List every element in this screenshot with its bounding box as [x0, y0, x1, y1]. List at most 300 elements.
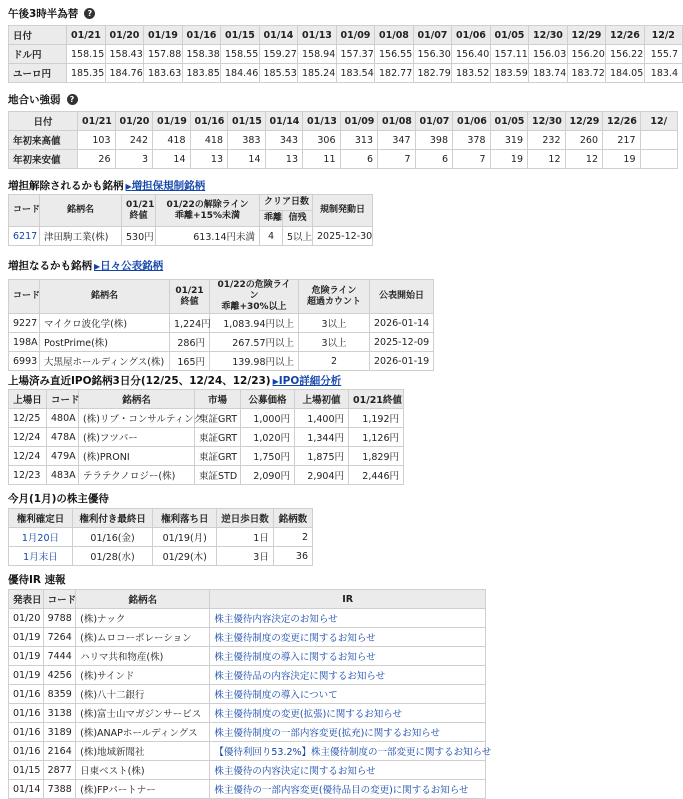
ipo-col-header: 公募価格 — [241, 390, 295, 409]
ipo-cell: 483A — [47, 466, 79, 485]
ir-cell: 01/19 — [9, 666, 44, 685]
ipo-col-header: 上場日 — [9, 390, 47, 409]
table-row — [9, 447, 404, 466]
ir-link[interactable]: 株主優待制度の変更(拡張)に関するお知らせ — [214, 709, 402, 720]
ir-cell[interactable] — [210, 723, 486, 742]
ipo-cell: 1,344円 — [295, 428, 349, 447]
start-date: 2025-12-09 — [370, 333, 434, 352]
ir-cell: 7444 — [43, 647, 76, 666]
ipo-cell: 2,446円 — [349, 466, 404, 485]
col-close: 01/21 終値 — [170, 280, 210, 314]
close-price: 165円 — [170, 352, 210, 371]
ipo-col-header: 市場 — [195, 390, 241, 409]
ipo-title — [8, 373, 341, 388]
yutai-title — [8, 491, 109, 506]
ir-cell[interactable] — [210, 666, 486, 685]
date-header: 01/21 — [78, 112, 116, 131]
date-header: 01/21 — [67, 26, 106, 45]
col-danger-line: 01/22の危険ライン 乖離+30%以上 — [210, 280, 299, 314]
col-shinyo: 信残 — [283, 211, 313, 227]
ipo-cell: 480A — [47, 409, 79, 428]
start-date: 2026-01-14 — [370, 314, 434, 333]
breadth-value: 398 — [415, 131, 453, 150]
date-header: 01/05 — [490, 26, 529, 45]
col-clear-days: クリア日数 — [260, 195, 313, 211]
row-label: 年初来安値 — [9, 150, 78, 169]
table-row — [9, 466, 404, 485]
ir-cell: (株)富士山マガジンサービス — [76, 704, 210, 723]
date-header: 01/05 — [490, 112, 528, 131]
breadth-value: 7 — [378, 150, 416, 169]
date-header: 01/07 — [415, 112, 453, 131]
table-row — [9, 547, 313, 566]
stock-code: 6993 — [9, 352, 40, 371]
fx-section-title — [8, 6, 95, 21]
ipo-col-header: コード — [47, 390, 79, 409]
margin-release-title — [8, 178, 205, 193]
ir-cell: 2164 — [43, 742, 76, 761]
table-row — [9, 780, 486, 799]
fx-value: 157.37 — [336, 45, 375, 64]
shinyo-days: 5以上 — [283, 227, 313, 246]
yutai-cell: 36 — [273, 547, 312, 566]
breadth-value: 26 — [78, 150, 116, 169]
margin-release-table — [8, 194, 373, 246]
ir-link[interactable]: 株主優待の一部内容変更(優待品目の変更)に関するお知らせ — [214, 785, 469, 796]
yutai-cell: 01/19(月) — [153, 528, 217, 547]
ir-col-header: IR — [210, 590, 486, 609]
arrow-right-icon: ▶ — [272, 377, 279, 386]
ir-cell: 01/16 — [9, 742, 44, 761]
fx-row — [9, 64, 683, 83]
close-price: 530円 — [122, 227, 156, 246]
yutai-cell[interactable] — [9, 547, 73, 566]
help-icon[interactable]: ? — [84, 8, 95, 19]
date-header: 01/20 — [105, 26, 144, 45]
stock-name: PostPrime(株) — [40, 333, 170, 352]
yutai-col-header: 権利確定日 — [9, 509, 73, 528]
yutai-cell: 01/29(木) — [153, 547, 217, 566]
breadth-title: 地合い強弱 — [8, 94, 61, 106]
fx-value: 158.38 — [182, 45, 221, 64]
danger-count: 3以上 — [299, 314, 370, 333]
ir-link[interactable]: 株主優待の内容決定に関するお知らせ — [214, 766, 376, 777]
ir-cell: 01/16 — [9, 723, 44, 742]
arrow-right-icon: ▶ — [94, 262, 101, 271]
row-label: 日付 — [9, 112, 78, 131]
ipo-cell: 478A — [47, 428, 79, 447]
breadth-value: 306 — [303, 131, 341, 150]
breadth-header-row — [9, 112, 678, 131]
fx-value: 185.24 — [298, 64, 337, 83]
breadth-value: 383 — [228, 131, 266, 150]
ir-cell[interactable] — [210, 609, 486, 628]
ir-title-text: 優待IR 速報 — [8, 574, 66, 586]
ipo-col-header: 銘柄名 — [79, 390, 195, 409]
margin-release-link-text: 増担保規制銘柄 — [131, 180, 206, 192]
col-name: 銘柄名 — [40, 280, 170, 314]
ipo-cell: 1,000円 — [241, 409, 295, 428]
ir-link[interactable]: 株主優待制度の一部内容変更(拡充)に関するお知らせ — [214, 728, 440, 739]
fx-value: 156.20 — [567, 45, 606, 64]
breadth-value: 313 — [340, 131, 378, 150]
ir-cell: 01/16 — [9, 685, 44, 704]
breadth-value: 3 — [115, 150, 153, 169]
ipo-cell: 1,126円 — [349, 428, 404, 447]
breadth-value: 14 — [228, 150, 266, 169]
fx-value: 184.76 — [105, 64, 144, 83]
fx-value: 156.40 — [452, 45, 491, 64]
margin-new-link-text: 日々公表銘柄 — [100, 260, 164, 272]
ir-cell: 01/20 — [9, 609, 44, 628]
breadth-value: 347 — [378, 131, 416, 150]
ir-cell: (株)ムロコーポレーション — [76, 628, 210, 647]
ir-cell[interactable] — [210, 628, 486, 647]
breadth-value: 418 — [190, 131, 228, 150]
yutai-col-header: 銘柄数 — [273, 509, 312, 528]
fx-value: 157.88 — [144, 45, 183, 64]
date-header: 01/20 — [115, 112, 153, 131]
col-release-line: 01/22の解除ライン 乖離+15%未満 — [156, 195, 260, 227]
fx-value: 158.15 — [67, 45, 106, 64]
fx-value: 184.46 — [221, 64, 260, 83]
date-header: 01/13 — [298, 26, 337, 45]
breadth-value: 260 — [565, 131, 603, 150]
date-header: 01/14 — [265, 112, 303, 131]
breadth-value: 12 — [528, 150, 566, 169]
fx-row — [9, 45, 683, 64]
fx-value: 156.30 — [413, 45, 452, 64]
danger-line: 267.57円以上 — [210, 333, 299, 352]
fx-value: 183.85 — [182, 64, 221, 83]
stock-name: 大黒屋ホールディングス(株) — [40, 352, 170, 371]
ipo-cell: 479A — [47, 447, 79, 466]
table-row — [9, 723, 486, 742]
ipo-cell: 1,875円 — [295, 447, 349, 466]
breadth-value: 418 — [153, 131, 191, 150]
yutai-cell: 1日 — [217, 528, 274, 547]
fx-value: 156.22 — [606, 45, 645, 64]
margin-new-title — [8, 258, 163, 273]
breadth-value: 7 — [453, 150, 491, 169]
ir-cell: (株)ナック — [76, 609, 210, 628]
date-header: 01/16 — [182, 26, 221, 45]
ir-link[interactable]: 株主優待制度の変更に関するお知らせ — [214, 633, 376, 644]
ir-cell: ハリマ共和物産(株) — [76, 647, 210, 666]
margin-new-link[interactable] — [94, 260, 163, 272]
date-header: 01/09 — [336, 26, 375, 45]
date-header: 01/06 — [453, 112, 491, 131]
col-kairi: 乖離 — [260, 211, 283, 227]
danger-line: 1,083.94円以上 — [210, 314, 299, 333]
breadth-value: 378 — [453, 131, 491, 150]
date-header: 12/29 — [565, 112, 603, 131]
ir-cell: 日東ベスト(株) — [76, 761, 210, 780]
ir-cell: 01/16 — [9, 704, 44, 723]
breadth-value: 6 — [415, 150, 453, 169]
danger-count: 3以上 — [299, 333, 370, 352]
fx-value: 183.63 — [144, 64, 183, 83]
ir-title — [8, 572, 66, 587]
ir-table — [8, 589, 492, 799]
start-date: 2026-01-19 — [370, 352, 434, 371]
ipo-cell: 東証GRT — [195, 447, 241, 466]
ir-cell: 01/19 — [9, 628, 44, 647]
table-row — [9, 685, 486, 704]
breadth-row — [9, 131, 678, 150]
yutai-col-header: 権利付き最終日 — [72, 509, 152, 528]
table-row — [9, 352, 434, 371]
ir-cell: (株)ANAPホールディングス — [76, 723, 210, 742]
date-header: 01/06 — [452, 26, 491, 45]
breadth-row — [9, 150, 678, 169]
breadth-value: 343 — [265, 131, 303, 150]
breadth-value — [640, 150, 678, 169]
row-label: ドル円 — [9, 45, 67, 64]
breadth-value: 319 — [490, 131, 528, 150]
yutai-cell[interactable] — [9, 528, 73, 547]
fx-value: 183.72 — [567, 64, 606, 83]
ipo-cell: 1,192円 — [349, 409, 404, 428]
breadth-value: 232 — [528, 131, 566, 150]
danger-count: 2 — [299, 352, 370, 371]
ipo-cell: (株)PRONI — [79, 447, 195, 466]
fx-value: 183.74 — [529, 64, 568, 83]
release-line: 613.14円未満 — [156, 227, 260, 246]
date-header: 12/29 — [567, 26, 606, 45]
table-row — [9, 314, 434, 333]
fx-value: 182.79 — [413, 64, 452, 83]
ir-cell[interactable] — [210, 742, 492, 761]
help-icon[interactable]: ? — [67, 94, 78, 105]
date-header: 01/15 — [221, 26, 260, 45]
ipo-cell: 12/24 — [9, 447, 47, 466]
breadth-section-title — [8, 92, 78, 107]
ir-col-header: 銘柄名 — [76, 590, 210, 609]
table-row — [9, 428, 404, 447]
date-header: 12/ — [640, 112, 678, 131]
ipo-cell: (株)リブ・コンサルティング — [79, 409, 195, 428]
date-header: 01/19 — [144, 26, 183, 45]
kairi-days: 4 — [260, 227, 283, 246]
date-header: 12/26 — [606, 26, 645, 45]
fx-value: 159.27 — [259, 45, 298, 64]
danger-line: 139.98円以上 — [210, 352, 299, 371]
ir-cell[interactable] — [210, 647, 486, 666]
stock-code: 9227 — [9, 314, 40, 333]
breadth-value: 13 — [190, 150, 228, 169]
yutai-header-row — [9, 509, 313, 528]
ipo-cell: 2,090円 — [241, 466, 295, 485]
col-start: 公表開始日 — [370, 280, 434, 314]
ipo-cell: 1,829円 — [349, 447, 404, 466]
table-row — [9, 647, 486, 666]
ir-cell: (株)地域新聞社 — [76, 742, 210, 761]
fx-value: 156.55 — [375, 45, 414, 64]
stock-code: 198A — [9, 333, 40, 352]
ipo-cell: 12/25 — [9, 409, 47, 428]
ir-link[interactable]: 【優待利回り53.2%】株主優待制度の一部変更に関するお知らせ — [214, 747, 492, 758]
yutai-title-text: 今月(1月)の株主優待 — [8, 493, 109, 505]
fx-value: 158.94 — [298, 45, 337, 64]
arrow-right-icon: ▶ — [125, 182, 132, 191]
yutai-col-header: 逆日歩日数 — [217, 509, 274, 528]
fx-value: 185.35 — [67, 64, 106, 83]
date-header: 01/13 — [303, 112, 341, 131]
ipo-cell: 1,020円 — [241, 428, 295, 447]
fx-value: 156.03 — [529, 45, 568, 64]
fx-value: 183.54 — [336, 64, 375, 83]
ipo-cell: 1,400円 — [295, 409, 349, 428]
ir-cell: (株)サインド — [76, 666, 210, 685]
breadth-value: 217 — [603, 131, 641, 150]
ir-link[interactable]: 株主優待品の内容決定に関するお知らせ — [214, 671, 386, 682]
close-price: 286円 — [170, 333, 210, 352]
yutai-table — [8, 508, 313, 566]
date-header: 12/30 — [528, 112, 566, 131]
ir-cell: (株)FPパートナー — [76, 780, 210, 799]
breadth-value: 11 — [303, 150, 341, 169]
date-header: 01/08 — [378, 112, 416, 131]
breadth-value: 14 — [153, 150, 191, 169]
date-header: 01/08 — [375, 26, 414, 45]
ipo-link[interactable] — [273, 375, 342, 387]
breadth-value: 12 — [565, 150, 603, 169]
breadth-value: 19 — [603, 150, 641, 169]
table-row — [9, 227, 373, 246]
start-date: 2025-12-30 — [313, 227, 373, 246]
yutai-date-link[interactable]: 1月末日 — [23, 552, 58, 563]
fx-value: 158.55 — [221, 45, 260, 64]
yutai-date-link[interactable]: 1月20日 — [21, 533, 60, 544]
ir-header-row — [9, 590, 486, 609]
ir-cell: 3189 — [43, 723, 76, 742]
ir-link[interactable]: 株主優待制度の導入について — [214, 690, 338, 701]
breadth-table — [8, 111, 678, 169]
row-label: ユーロ円 — [9, 64, 67, 83]
stock-code[interactable] — [9, 227, 40, 246]
fx-value: 155.7 — [644, 45, 683, 64]
ir-cell: 3138 — [43, 704, 76, 723]
col-danger-count: 危険ライン 超過カウント — [299, 280, 370, 314]
ipo-header-row — [9, 390, 404, 409]
table-row — [9, 609, 486, 628]
date-header: 12/26 — [603, 112, 641, 131]
table-row — [9, 742, 486, 761]
ipo-cell: テラテクノロジー(株) — [79, 466, 195, 485]
date-header: 01/14 — [259, 26, 298, 45]
date-header: 01/16 — [190, 112, 228, 131]
margin-release-link[interactable] — [126, 180, 206, 192]
fx-value: 183.59 — [490, 64, 529, 83]
ir-cell: 9788 — [43, 609, 76, 628]
date-header: 01/15 — [228, 112, 266, 131]
date-header: 01/19 — [153, 112, 191, 131]
ipo-cell: 1,750円 — [241, 447, 295, 466]
breadth-value: 103 — [78, 131, 116, 150]
breadth-value — [640, 131, 678, 150]
stock-code-link[interactable]: 6217 — [13, 230, 38, 242]
ipo-col-header: 上場初値 — [295, 390, 349, 409]
fx-value: 182.77 — [375, 64, 414, 83]
fx-header-row — [9, 26, 683, 45]
fx-value: 183.4 — [644, 64, 683, 83]
breadth-value: 19 — [490, 150, 528, 169]
date-header: 01/07 — [413, 26, 452, 45]
ir-cell[interactable] — [210, 704, 486, 723]
ir-cell: 01/14 — [9, 780, 44, 799]
ir-cell[interactable] — [210, 685, 486, 704]
yutai-cell: 2 — [273, 528, 312, 547]
ir-cell[interactable] — [210, 761, 486, 780]
fx-table — [8, 25, 683, 83]
stock-name: マイクロ波化学(株) — [40, 314, 170, 333]
table-row — [9, 628, 486, 647]
fx-value: 157.11 — [490, 45, 529, 64]
yutai-col-header: 権利落ち日 — [153, 509, 217, 528]
ir-col-header: 発表日 — [9, 590, 44, 609]
ipo-cell: 12/23 — [9, 466, 47, 485]
ir-cell: 7264 — [43, 628, 76, 647]
date-header: 01/09 — [340, 112, 378, 131]
date-header: 12/2 — [644, 26, 683, 45]
ir-cell: 01/19 — [9, 647, 44, 666]
close-price: 1,224円 — [170, 314, 210, 333]
ir-cell: 4256 — [43, 666, 76, 685]
yutai-cell: 01/28(水) — [72, 547, 152, 566]
ir-link[interactable]: 株主優待制度の導入に関するお知らせ — [214, 652, 376, 663]
col-start: 規制発動日 — [313, 195, 373, 227]
breadth-value: 13 — [265, 150, 303, 169]
ir-link[interactable]: 株主優待内容決定のお知らせ — [214, 614, 338, 625]
breadth-value: 6 — [340, 150, 378, 169]
fx-value: 183.52 — [452, 64, 491, 83]
fx-value: 184.05 — [606, 64, 645, 83]
ipo-cell: 2,904円 — [295, 466, 349, 485]
stock-name: 津田駒工業(株) — [40, 227, 122, 246]
ir-cell: 7388 — [43, 780, 76, 799]
fx-value: 158.43 — [105, 45, 144, 64]
ipo-title-text: 上場済み直近IPO銘柄3日分(12/25、12/24、12/23) — [8, 375, 271, 387]
ir-cell[interactable] — [210, 780, 486, 799]
yutai-cell: 01/16(金) — [72, 528, 152, 547]
breadth-value: 242 — [115, 131, 153, 150]
row-label: 日付 — [9, 26, 67, 45]
ipo-cell: 東証GRT — [195, 409, 241, 428]
table-row — [9, 704, 486, 723]
margin-new-title-text: 増担なるかも銘柄 — [8, 260, 92, 272]
margin-new-table — [8, 279, 434, 371]
table-row — [9, 666, 486, 685]
fx-value: 185.53 — [259, 64, 298, 83]
ir-cell: 2877 — [43, 761, 76, 780]
ipo-table — [8, 389, 404, 485]
col-name: 銘柄名 — [40, 195, 122, 227]
ipo-cell: 東証STD — [195, 466, 241, 485]
fx-title: 午後3時半為替 — [8, 8, 79, 20]
date-header: 12/30 — [529, 26, 568, 45]
row-label: 年初来高値 — [9, 131, 78, 150]
ir-cell: 01/15 — [9, 761, 44, 780]
ipo-cell: 東証GRT — [195, 428, 241, 447]
col-code: コード — [9, 195, 40, 227]
ipo-col-header: 01/21終値 — [349, 390, 404, 409]
ipo-cell: 12/24 — [9, 428, 47, 447]
ir-cell: (株)八十二銀行 — [76, 685, 210, 704]
col-close: 01/21 終値 — [122, 195, 156, 227]
ir-col-header: コード — [43, 590, 76, 609]
margin-release-title-text: 増担解除されるかも銘柄 — [8, 180, 124, 192]
